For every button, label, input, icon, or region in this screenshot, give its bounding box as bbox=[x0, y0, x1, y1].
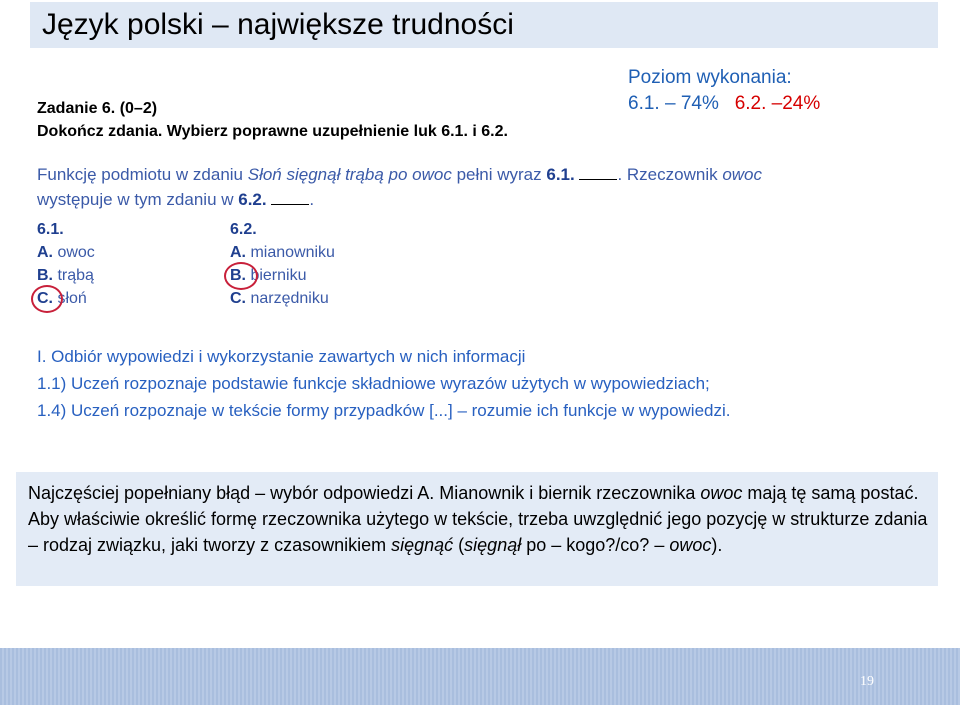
page-number: 19 bbox=[860, 674, 874, 689]
requirement-line: 1.1) Uczeń rozpoznaje podstawie funkcje składniowe wyrazów użytych w wypowiedziach; bbox=[37, 374, 710, 393]
common-error-note bbox=[16, 472, 938, 586]
performance-value-6-2: 6.2. –24% bbox=[734, 93, 821, 114]
performance-level-label: Poziom wykonania: bbox=[628, 67, 792, 88]
option-6-2-c: C. narzędniku bbox=[230, 290, 329, 307]
prompt-text: Funkcję podmiotu w zdaniu bbox=[37, 165, 248, 184]
performance-value-6-1: 6.1. – 74% bbox=[628, 93, 719, 114]
answer-circle-6-1 bbox=[31, 285, 63, 313]
prompt-text: . Rzeczownik bbox=[617, 165, 723, 184]
option-6-2-b: B. bierniku bbox=[230, 267, 307, 284]
gap-blank-6-2 bbox=[271, 190, 309, 205]
gap-ref-6-1: 6.1. bbox=[546, 165, 575, 184]
option-6-1-a: A. owoc bbox=[37, 244, 95, 261]
performance-level bbox=[628, 65, 820, 117]
options-header: 6.2. bbox=[230, 221, 257, 238]
requirement-line: 1.4) Uczeń rozpoznaje w tekście formy przypadków [...] – rozumie ich funkcje w wypowiedzi. bbox=[37, 401, 731, 420]
gap-ref-6-2: 6.2. bbox=[238, 190, 267, 209]
prompt-text: pełni wyraz bbox=[451, 165, 547, 184]
title-bar bbox=[30, 2, 938, 48]
gap-blank-6-1 bbox=[579, 165, 617, 180]
prompt-sentence: Słoń sięgnął trąbą po owoc bbox=[247, 165, 452, 184]
task-instruction: Dokończ zdania. Wybierz poprawne uzupełnienie luk 6.1. i 6.2. bbox=[37, 123, 508, 140]
footer-band bbox=[0, 648, 960, 705]
task-header bbox=[37, 97, 508, 143]
requirement-line: I. Odbiór wypowiedzi i wykorzystanie zawartych w nich informacji bbox=[37, 347, 526, 366]
task-prompt bbox=[37, 162, 907, 212]
answer-circle-6-2 bbox=[224, 262, 258, 290]
prompt-word: owoc bbox=[722, 165, 763, 184]
note-text: Najczęściej popełniany błąd – wybór odpowiedzi A. Mianownik i biernik rzeczownika owoc mają tę samą postać. Aby właściwie określić formę rzeczownika użytego w tekście, trzeba uwzględnić jego pozycję w strukturze zdania – rodzaj związku, jaki tworzy z czasownikiem sięgnąć (sięgnął po – kogo?/co? – owoc). bbox=[28, 483, 928, 555]
option-6-2-a: A. mianowniku bbox=[230, 244, 335, 261]
prompt-text: . bbox=[309, 190, 315, 209]
option-6-1-c: C. słoń bbox=[37, 290, 87, 307]
page-title: Język polski – największe trudności bbox=[42, 8, 514, 41]
prompt-text: występuje w tym zdaniu w bbox=[37, 190, 239, 209]
options-header: 6.1. bbox=[37, 221, 64, 238]
option-6-1-b: B. trąbą bbox=[37, 267, 94, 284]
requirements bbox=[37, 343, 731, 424]
task-number: Zadanie 6. (0–2) bbox=[37, 100, 158, 117]
performance-values bbox=[628, 91, 820, 117]
